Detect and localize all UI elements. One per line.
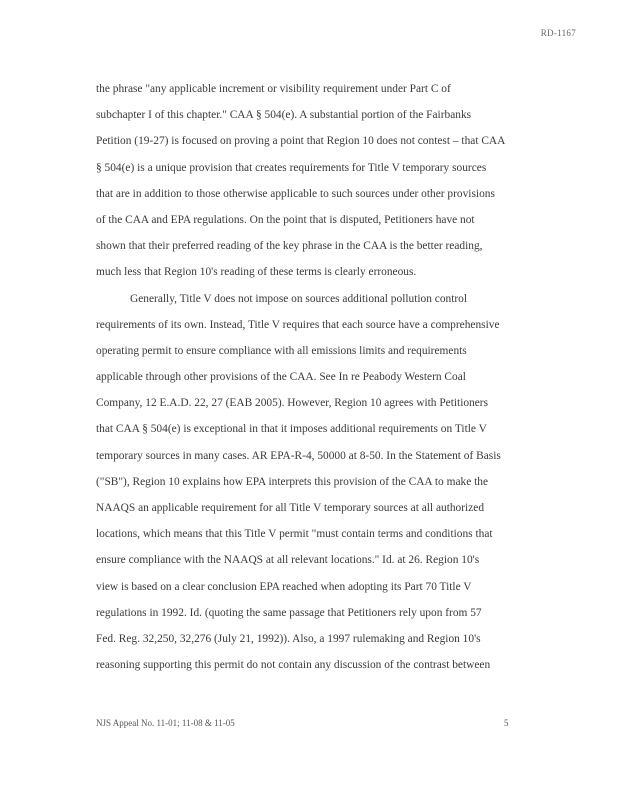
page-number: 5 <box>504 718 509 728</box>
text-line: Petition (19-27) is focused on proving a point that Region 10 does not contest – that CAA <box>96 135 506 148</box>
text-line: ("SB"), Region 10 explains how EPA interprets this provision of the CAA to make the <box>96 475 489 488</box>
text-line: Company, 12 E.A.D. 22, 27 (EAB 2005). However, Region 10 agrees with Petitioners <box>96 397 489 410</box>
text-line: temporary sources in many cases. AR EPA-R-4, 50000 at 8-50. In the Statement of Basis <box>96 449 501 462</box>
text-line: the phrase "any applicable increment or visibility requirement under Part C of <box>96 83 451 95</box>
text-line: Fed. Reg. 32,250, 32,276 (July 21, 1992)). Also, a 1997 rulemaking and Region 10's <box>96 632 481 645</box>
text-line: reasoning supporting this permit do not contain any discussion of the contrast between <box>96 659 491 672</box>
text-line: subchapter I of this chapter." CAA § 504(e). A substantial portion of the Fairbanks <box>96 109 472 122</box>
text-line: locations, which means that this Title V permit "must contain terms and conditions that <box>96 528 493 541</box>
text-line: much less that Region 10's reading of these terms is clearly erroneous. <box>96 266 417 279</box>
paragraph-start-line: Generally, Title V does not impose on sources additional pollution control <box>130 292 468 305</box>
text-line: ensure compliance with the NAAQS at all relevant locations." Id. at 26. Region 10's <box>96 554 480 567</box>
text-line: that are in addition to those otherwise applicable to such sources under other provisions <box>96 187 495 200</box>
text-line: regulations in 1992. Id. (quoting the same passage that Petitioners rely upon from 57 <box>96 606 482 619</box>
text-line: view is based on a clear conclusion EPA reached when adopting its Part 70 Title V <box>96 580 472 593</box>
text-line: § 504(e) is a unique provision that creates requirements for Title V temporary sources <box>96 161 487 174</box>
body-text <box>96 76 520 678</box>
text-line: that CAA § 504(e) is exceptional in that it imposes additional requirements on Title V <box>96 423 487 436</box>
footer-citation: NJS Appeal No. 11-01; 11-08 & 11-05 <box>96 718 235 728</box>
text-line: of the CAA and EPA regulations. On the point that is disputed, Petitioners have not <box>96 213 475 226</box>
text-line: NAAQS an applicable requirement for all Title V temporary sources at all authorized <box>96 502 485 514</box>
text-line: operating permit to ensure compliance with all emissions limits and requirements <box>96 344 467 357</box>
text-line: shown that their preferred reading of the key phrase in the CAA is the better reading, <box>96 240 483 253</box>
text-line: applicable through other provisions of the CAA. See In re Peabody Western Coal <box>96 371 466 384</box>
document-code: RD-1167 <box>540 28 576 38</box>
text-line: requirements of its own. Instead, Title V requires that each source have a comprehensive <box>96 318 500 331</box>
